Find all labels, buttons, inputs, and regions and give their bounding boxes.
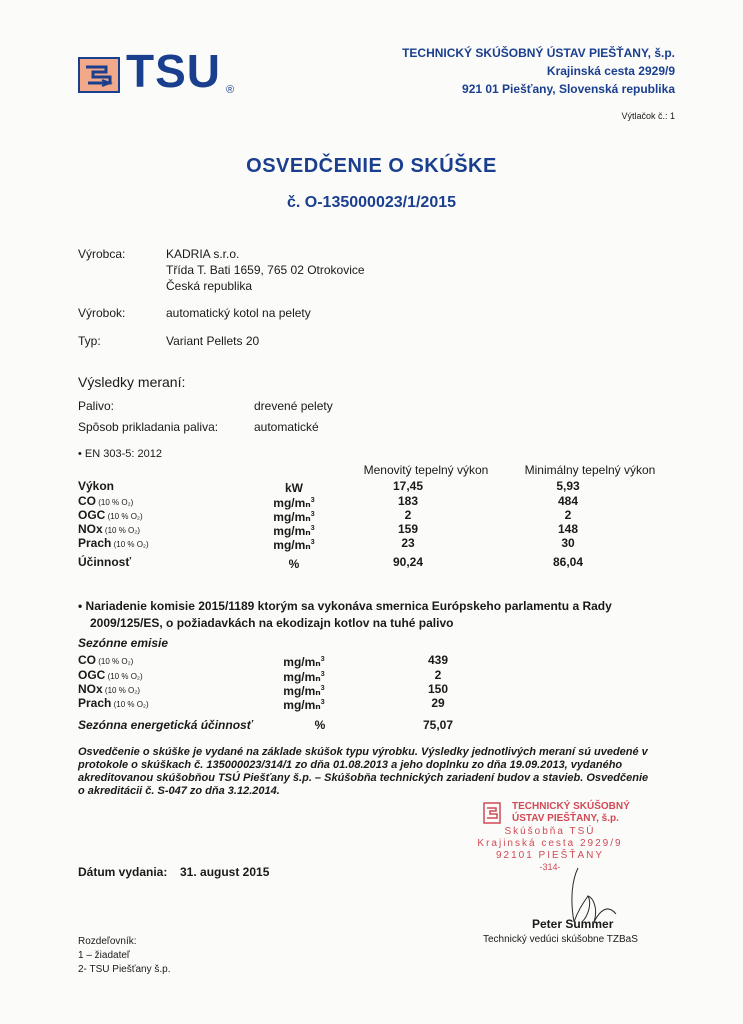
row-name: NOx (10 % O₂) [78,682,141,696]
manufacturer-label: Výrobca: [78,247,126,261]
product-label: Výrobok: [78,306,126,320]
row-unit: mg/mₙ$^3$ [273,510,315,524]
row-name: NOx (10 % O₂) [78,522,141,536]
distribution-item-1: 1 – žiadateľ [78,950,130,961]
signer-name: Peter Summer [532,917,614,931]
row-name: OGC (10 % O₂) [78,668,143,682]
row-nominal: 17,45 [392,479,424,493]
row-minimal: 484 [557,494,579,508]
seasonal-efficiency-unit: % [314,718,326,732]
stamp-line5: 92101 PIEŠŤANY [495,850,605,861]
feed-value: automatické [254,420,319,434]
results-heading: Výsledky meraní: [78,374,186,390]
document-title: OSVEDČENIE O SKÚŠKE [246,155,497,177]
note-line2: protokole o skúškach č. 135000023/314/1 zo dňa 01.08.2013 a jeho doplnku zo dňa 19.09.2013, vydaného [78,759,623,771]
row-nominal: 183 [397,494,419,508]
issue-date-label: Dátum vydania: [78,865,168,879]
row-minimal: 2 [564,508,572,522]
row-value: 29 [431,696,445,710]
row-name: OGC (10 % O₂) [78,508,143,522]
row-name: Prach (10 % O₂) [78,536,149,550]
regulation-line1: • Nariadenie komisie 2015/1189 ktorým sa vykonáva smernica Európskeho parlamentu a Rady [78,599,612,613]
row-unit: mg/mₙ$^3$ [283,670,325,684]
manufacturer-address: Třída T. Bati 1659, 765 02 Otrokovice [166,263,365,277]
type-label: Typ: [78,334,101,348]
stamp-logo-icon [483,802,501,824]
row-unit: mg/mₙ$^3$ [283,698,325,712]
row-unit: mg/mₙ$^3$ [283,655,325,669]
fuel-label: Palivo: [78,399,115,413]
row-minimal: 30 [561,536,575,550]
row-name: Účinnosť [78,555,132,569]
manufacturer-name: KADRIA s.r.o. [166,247,240,261]
col-header-minimal: Minimálny tepelný výkon [524,463,656,477]
registered-mark: ® [226,84,235,96]
institute-header [335,44,675,98]
row-unit: kW [285,481,303,495]
stamp-line2: ÚSTAV PIEŠŤANY, š.p. [512,813,619,824]
row-nominal: 159 [397,522,419,536]
stamp-line6: -314- [539,862,561,872]
feed-label: Spôsob prikladania paliva: [78,420,219,434]
distribution-label: Rozdeľovník: [78,936,137,947]
row-value: 439 [427,653,449,667]
seasonal-efficiency-value: 75,07 [422,718,454,732]
institute-street: Krajinská cesta 2929/9 [546,64,675,78]
row-unit: mg/mₙ$^3$ [273,496,315,510]
stamp-line1: TECHNICKÝ SKÚŠOBNÝ [512,801,630,812]
note-line3: akreditovanou skúšobňou TSÚ Piešťany š.p. – Skúšobňa technických zariadení budov a stavieb. Osvedčenie [78,772,649,784]
row-unit: % [288,557,300,571]
row-nominal: 23 [401,536,415,550]
manufacturer-country: Česká republika [166,279,253,293]
regulation-line2: 2009/125/ES, o požiadavkách na ekodizajn kotlov na tuhé palivo [90,616,454,630]
row-minimal: 148 [557,522,579,536]
row-value: 150 [427,682,449,696]
row-value: 2 [434,668,442,682]
stamp-line4: Krajinská cesta 2929/9 [477,838,623,849]
row-nominal: 2 [404,508,412,522]
note-line1: Osvedčenie o skúške je vydané na základe skúšok typu výrobku. Výsledky jednotlivých meraní sú uvedené v [78,746,648,758]
row-unit: mg/mₙ$^3$ [273,538,315,552]
type-value: Variant Pellets 20 [166,334,260,348]
seasonal-heading: Sezónne emisie [78,636,169,650]
row-name: Výkon [78,479,115,493]
fuel-value: drevené pelety [254,399,333,413]
note-paragraph [78,746,678,798]
note-line4: o akreditácii č. S-047 zo dňa 3.12.2014. [78,785,280,797]
row-nominal: 90,24 [392,555,424,569]
row-minimal: 5,93 [556,479,580,493]
stamp-line3: Skúšobňa TSÚ [504,826,596,837]
row-name: Prach (10 % O₂) [78,696,149,710]
row-unit: mg/mₙ$^3$ [273,524,315,538]
issue-date-value: 31. august 2015 [180,865,270,879]
tsu-logo-text: TSU [126,45,221,97]
copy-number: Výtlačok č.: 1 [621,111,675,121]
institute-city: 921 01 Piešťany, Slovenská republika [462,82,675,96]
seasonal-efficiency-label: Sezónna energetická účinnosť [78,718,253,732]
row-minimal: 86,04 [552,555,584,569]
row-name: CO (10 % O₂) [78,653,134,667]
institute-name: TECHNICKÝ SKÚŠOBNÝ ÚSTAV PIEŠŤANY, š.p. [402,46,675,60]
certificate-number: č. O-135000023/1/2015 [286,194,457,211]
distribution-item-2: 2- TSU Piešťany š.p. [78,964,171,975]
row-name: CO (10 % O₂) [78,494,134,508]
signer-role: Technický vedúci skúšobne TZBaS [483,934,638,945]
product-value: automatický kotol na pelety [166,306,311,320]
row-unit: mg/mₙ$^3$ [283,684,325,698]
standard-label: • EN 303-5: 2012 [78,448,162,460]
tsu-logo-mark [78,57,120,93]
col-header-nominal: Menovitý tepelný výkon [363,463,489,477]
